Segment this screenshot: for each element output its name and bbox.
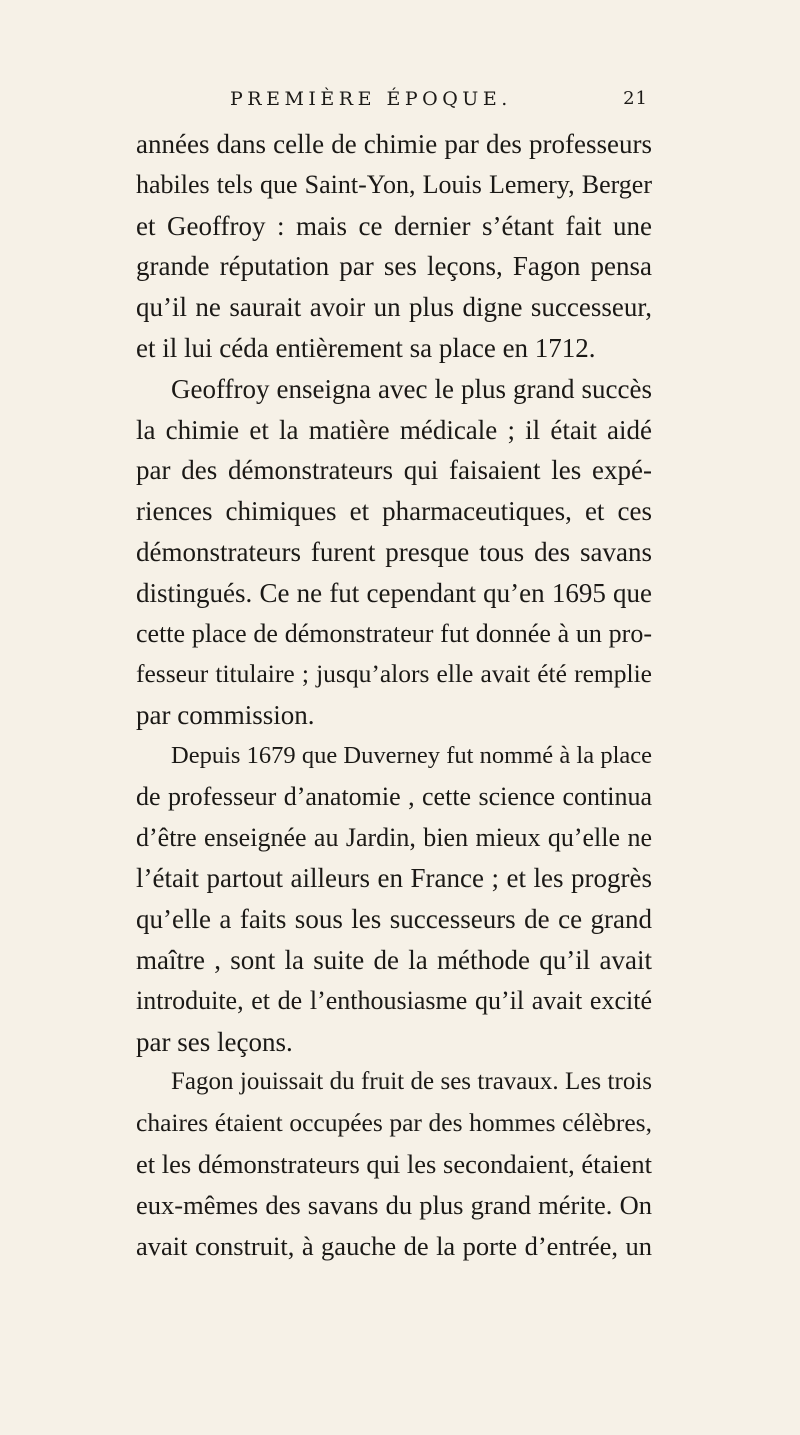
text-line: démonstrateurs furent presque tous des savans: [136, 536, 652, 567]
text-line: distingués. Ce ne fut cependant qu’en 1695 que: [136, 577, 652, 608]
text-line: riences chimiques et pharmaceutiques, et ces: [136, 496, 652, 527]
text-line: Depuis 1679 que Duverney fut nommé à la place: [171, 741, 652, 769]
text-line: par ses leçons.: [136, 1026, 293, 1057]
text-line: par des démonstrateurs qui faisaient les expé-: [136, 455, 652, 486]
running-head: [138, 88, 648, 118]
text-line: eux-mêmes des savans du plus grand mérite. On: [136, 1189, 652, 1220]
text-line: maître , sont la suite de la méthode qu’il avait: [136, 944, 652, 975]
text-line: et les démonstrateurs qui les secondaient, étaient: [136, 1148, 652, 1179]
text-line: cette place de démonstrateur fut donnée à un pro-: [136, 618, 652, 648]
text-line: la chimie et la matière médicale ; il était aidé: [136, 414, 652, 445]
text-line: Geoffroy enseigna avec le plus grand succès: [171, 373, 652, 404]
text-line: chaires étaient occupées par des hommes célèbres,: [136, 1108, 652, 1138]
text-line: années dans celle de chimie par des professeurs: [136, 129, 652, 159]
text-line: par commission.: [136, 700, 315, 731]
text-line: de professeur d’anatomie , cette science continua: [136, 781, 652, 811]
text-line: grande réputation par ses leçons, Fagon pensa: [136, 251, 652, 282]
text-line: et il lui céda entièrement sa place en 1712.: [136, 332, 596, 363]
text-line: d’être enseignée au Jardin, bien mieux qu’elle ne: [136, 822, 652, 852]
page-number: 21: [623, 88, 648, 109]
body-text: [136, 124, 652, 1266]
running-title: PREMIÈRE ÉPOQUE.: [230, 88, 512, 110]
text-line: fesseur titulaire ; jusqu’alors elle avait été remplie: [136, 659, 652, 689]
text-line: Fagon jouissait du fruit de ses travaux. Les trois: [171, 1068, 652, 1096]
text-line: qu’il ne saurait avoir un plus digne successeur,: [136, 292, 652, 323]
text-line: l’était partout ailleurs en France ; et les progrès: [136, 863, 652, 894]
text-line: et Geoffroy : mais ce dernier s’étant fait une: [136, 210, 652, 241]
text-line: introduite, et de l’enthousiasme qu’il avait excité: [136, 985, 652, 1015]
text-line: avait construit, à gauche de la porte d’entrée, un: [136, 1230, 652, 1261]
text-line: habiles tels que Saint-Yon, Louis Lemery, Berger: [136, 169, 652, 199]
text-line: qu’elle a faits sous les successeurs de ce grand: [136, 904, 652, 935]
